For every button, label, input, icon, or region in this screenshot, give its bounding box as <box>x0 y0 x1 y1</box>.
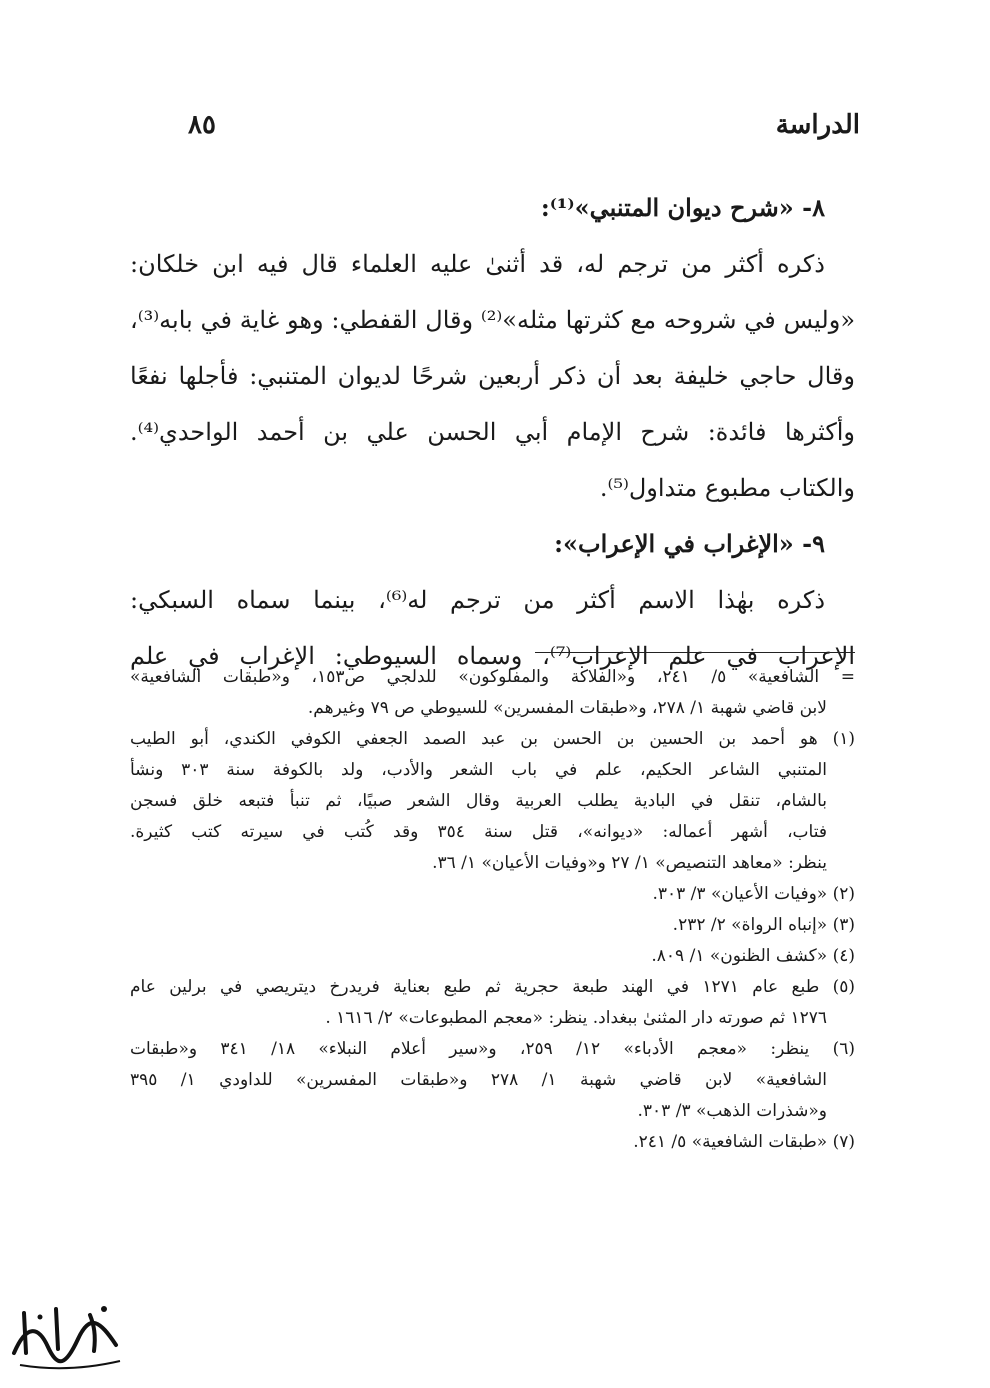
footnote-separator <box>535 652 855 653</box>
publisher-logo-icon <box>4 1295 132 1375</box>
section-heading-9: ٩- «الإغراب في الإعراب»: <box>554 529 825 558</box>
body-line: الإعراب في علم الإعراب⁽⁷⁾، وسماه السيوطي: الإغراب في علم <box>130 642 855 670</box>
footnotes <box>130 662 855 1158</box>
page-number: ٨٥ <box>188 110 216 140</box>
main-text <box>130 180 855 684</box>
footnote-line: ١٢٧٦ ثم صورته دار المثنىٰ ببغداد. ينظر: «معجم المطبوعات» ٢/ ١٦١٦ . <box>325 1008 827 1028</box>
footnote-4: (٤) «كشف الظنون» ١/ ٨٠٩. <box>651 946 855 966</box>
section-heading-8: ٨- «شرح ديوان المتنبي»⁽¹⁾: <box>540 193 825 222</box>
body-line: وأكثرها فائدة: شرح الإمام أبي الحسن علي بن أحمد الواحدي⁽⁴⁾. <box>130 418 855 446</box>
footnote-line: = الشافعية» ٥/ ٢٤١، و«الفلاكة والمفلوكون» للدلجي ص١٥٣، و«طبقات الشافعية» <box>130 667 855 687</box>
footnote-5: (٥) طبع عام ١٢٧١ في الهند طبعة حجرية ثم طبع بعناية فريدرخ ديتريصي في برلين عام <box>130 977 855 997</box>
footnote-3: (٣) «إنباه الرواة» ٢/ ٢٣٢. <box>672 915 855 935</box>
footnote-line: المتنبي الشاعر الحكيم، علم في باب الشعر والأدب، ولد بالكوفة سنة ٣٠٣ ونشأ <box>130 760 827 780</box>
body-line: ذكره أكثر من ترجم له، قد أثنىٰ عليه العلماء قال فيه ابن خلكان: <box>130 250 825 278</box>
footnote-line: و«شذرات الذهب» ٣/ ٣٠٣. <box>637 1101 827 1121</box>
footnote-1: (١) هو أحمد بن الحسين بن الحسن بن عبد الصمد الجعفي الكوفي الكندي، أبو الطيب <box>130 729 855 749</box>
footnote-line: لابن قاضي شهبة ١/ ٢٧٨، و«طبقات المفسرين» للسيوطي ص ٧٩ وغيرهم. <box>307 698 827 718</box>
footnote-line: الشافعية» لابن قاضي شهبة ١/ ٢٧٨ و«طبقات المفسرين» للداودي ١/ ٣٩٥ <box>130 1070 827 1090</box>
body-line: ذكره بهٰذا الاسم أكثر من ترجم له⁽⁶⁾، بينما سماه السبكي: <box>130 586 826 614</box>
footnote-line: ينظر: «معاهد التنصيص» ١/ ٢٧ و«وفيات الأعيان» ١/ ٣٦. <box>432 853 827 873</box>
body-line: «وليس في شروحه مع كثرتها مثله»⁽²⁾ وقال القفطي: وهو غاية في بابه⁽³⁾، <box>130 306 855 334</box>
footnote-line: بالشام، تنقل في البادية يطلب العربية وقال الشعر صبيًا، ثم تنبأ فتبعه خلق فسجن <box>130 791 827 811</box>
body-line: وقال حاجي خليفة بعد أن ذكر أربعين شرحًا لديوان المتنبي: فأجلها نفعًا <box>130 362 855 390</box>
footnote-6: (٦) ينظر: «معجم الأدباء» ١٢/ ٢٥٩، و«سير أعلام النبلاء» ١٨/ ٣٤١ و«طبقات <box>130 1039 855 1059</box>
footnote-2: (٢) «وفيات الأعيان» ٣/ ٣٠٣. <box>652 884 855 904</box>
footnote-7: (٧) «طبقات الشافعية» ٥/ ٢٤١. <box>633 1132 855 1152</box>
body-line: والكتاب مطبوع متداول⁽⁵⁾. <box>599 474 855 502</box>
running-header-title: الدراسة <box>775 110 860 140</box>
footnote-line: فتاب، أشهر أعماله: «ديوانه»، قتل سنة ٣٥٤ وقد كُتب في سيرته كتب كثيرة. <box>130 822 827 842</box>
